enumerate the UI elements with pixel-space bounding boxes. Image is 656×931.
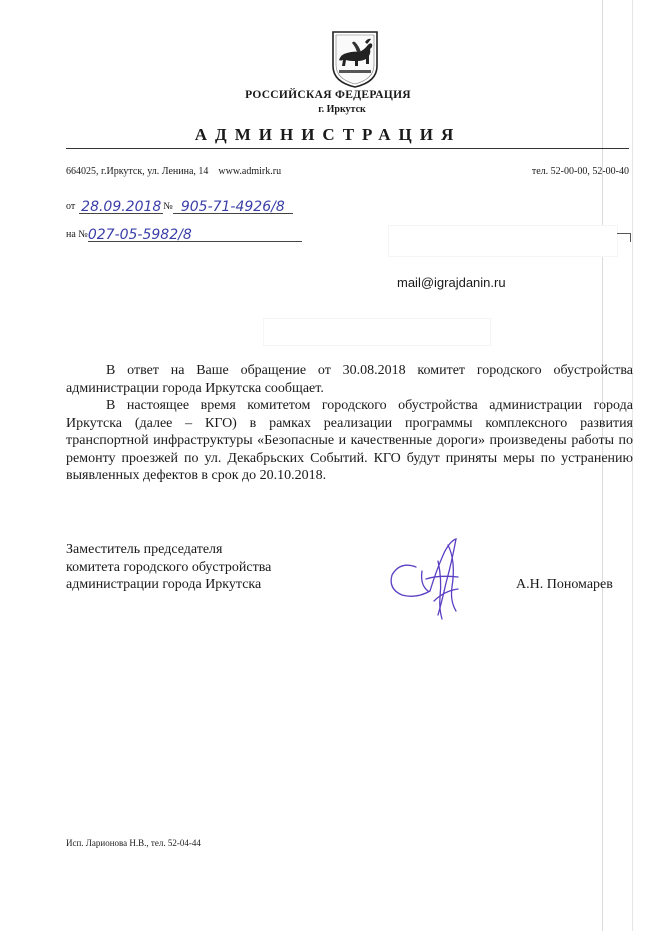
- address: 664025, г.Иркутск, ул. Ленина, 14: [66, 166, 209, 177]
- reply-line: [66, 224, 302, 242]
- signatory-title: [66, 541, 271, 594]
- registration-line: [66, 196, 293, 214]
- registration-number: 905-71-4926/8: [173, 199, 293, 214]
- executor-contact: Исп. Ларионова Н.В., тел. 52-04-44: [66, 838, 201, 848]
- signatory-name: А.Н. Пономарев: [516, 577, 613, 592]
- number-prefix: №: [163, 201, 173, 212]
- signatory-title-line: комитета городского обустройства: [66, 559, 272, 575]
- body-paragraph: В ответ на Ваше обращение от 30.08.2018 комитет городского обустройства администрации города Иркутска сообщает.: [66, 363, 633, 396]
- reply-line-blank: [198, 227, 302, 242]
- registration-date: 28.09.2018: [81, 199, 162, 215]
- website: www.admirk.ru: [218, 166, 282, 177]
- handwritten-signature-icon: [386, 531, 476, 623]
- letter-body: [66, 362, 633, 485]
- federation-title: РОССИЙСКАЯ ФЕДЕРАЦИЯ: [245, 89, 411, 101]
- from-prefix: от: [66, 201, 76, 212]
- address-line: [66, 166, 281, 177]
- reply-prefix: на №: [66, 229, 88, 240]
- body-paragraph: В настоящее время комитетом городского обустройства администрации города Иркутска (далее – КГО) в рамках реализации программы комплексного развития транспортной инфраструктуры «Безопасные и качественные дороги» произведены работы по ремонту проезжей по ул. Декабрьских Событий. КГО будут приняты меры по устранению выявленных дефектов в срок до 20.10.2018.: [66, 398, 633, 483]
- administration-heading: АДМИНИСТРАЦИЯ: [194, 125, 462, 144]
- header-divider: [66, 148, 629, 149]
- signatory-title-line: Заместитель председателя: [66, 542, 223, 557]
- address-corner-mark: [617, 233, 631, 242]
- redacted-salutation: [263, 318, 491, 346]
- city-subtitle: г. Иркутск: [318, 104, 366, 115]
- phone: тел. 52-00-00, 52-00-40: [531, 166, 629, 177]
- irkutsk-coat-of-arms-icon: [331, 30, 379, 88]
- reply-number: 027-05-5982/8: [88, 227, 198, 242]
- recipient-email: mail@igrajdanin.ru: [397, 275, 506, 290]
- signatory-title-line: администрации города Иркутска: [66, 577, 262, 592]
- redacted-recipient: [388, 225, 618, 257]
